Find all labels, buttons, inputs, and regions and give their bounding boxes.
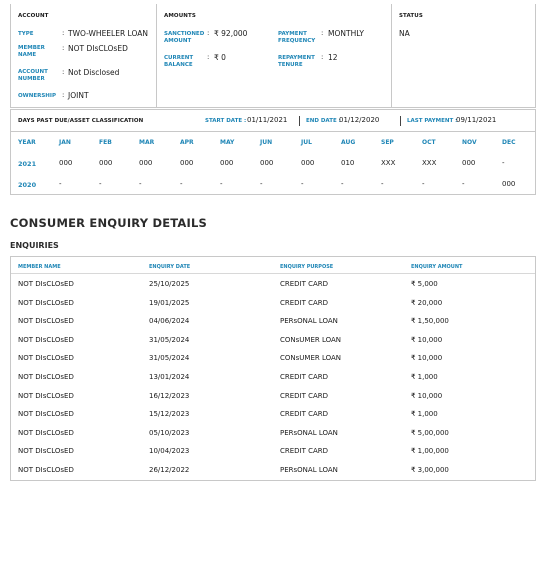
enquiry-amount: ₹ 10,000: [411, 391, 443, 400]
enquiry-amount: ₹ 10,000: [411, 335, 443, 344]
account-number-value: Not Disclosed: [68, 68, 120, 77]
start-date-value: 01/11/2021: [247, 116, 288, 124]
account-number-label-line: NUMBER: [18, 76, 45, 82]
current-balance-label: [164, 55, 193, 69]
enquiry-date-column-header: ENQUIRY DATE: [149, 264, 191, 270]
dpd-cell: XXX: [381, 159, 396, 167]
dpd-year: 2020: [18, 181, 37, 189]
enquiry-amount: ₹ 1,50,000: [411, 317, 449, 326]
dpd-cell: -: [139, 180, 142, 188]
member-name-label-line: MEMBER: [18, 45, 45, 51]
repayment-tenure-label: [278, 55, 315, 69]
dpd-cell: 000: [99, 159, 113, 167]
enquiry-member-name: NOT DIsCLOsED: [18, 317, 74, 326]
colon: :: [62, 44, 65, 52]
enquiry-member-name: NOT DIsCLOsED: [18, 335, 74, 344]
start-date-label: START DATE :: [205, 118, 247, 124]
colon: :: [62, 68, 65, 76]
dpd-cell: -: [59, 180, 62, 188]
dpd-cell: -: [502, 159, 505, 167]
amounts-header: AMOUNTS: [164, 13, 196, 19]
dpd-cell: -: [301, 180, 304, 188]
meta-divider: [299, 116, 300, 126]
enquiry-date: 16/12/2023: [149, 391, 190, 400]
dpd-cell: -: [462, 180, 465, 188]
dpd-cell: -: [99, 180, 102, 188]
dpd-title: DAYS PAST DUE/ASSET CLASSIFICATION: [18, 118, 144, 124]
enquiry-amount: ₹ 5,00,000: [411, 428, 449, 437]
year-column-header: YEAR: [18, 139, 36, 146]
colon: :: [207, 29, 210, 37]
repayment-tenure-label-line: REPAYMENT: [278, 55, 315, 61]
enquiry-purpose: CREDIT CARD: [280, 298, 329, 307]
sanctioned-amount-label: [164, 31, 204, 45]
enquiry-date: 15/12/2023: [149, 410, 190, 419]
enquiry-date: 19/01/2025: [149, 298, 190, 307]
enquiry-member-name: NOT DIsCLOsED: [18, 298, 74, 307]
current-balance-label-line: CURRENT: [164, 55, 194, 61]
enquiry-amount: ₹ 1,000: [411, 410, 438, 419]
enquiry-date: 25/10/2025: [149, 280, 190, 288]
ownership-value: JOINT: [68, 91, 89, 100]
member-name-column-header: MEMBER NAME: [18, 264, 61, 270]
enquiry-date: 05/10/2023: [149, 428, 190, 437]
enquiry-amount: ₹ 1,00,000: [411, 447, 449, 456]
month-header-aug: AUG: [341, 139, 356, 146]
header-divider: [11, 273, 535, 274]
account-header: ACCOUNT: [18, 13, 49, 19]
dpd-cell: -: [180, 180, 183, 188]
dpd-cell: 000: [59, 159, 73, 167]
enquiry-date: 31/05/2024: [149, 335, 190, 344]
enquiry-amount: ₹ 10,000: [411, 354, 443, 363]
enquiry-member-name: NOT DIsCLOsED: [18, 354, 74, 363]
enquiry-purpose: CONsUMER LOAN: [280, 335, 342, 344]
colon: :: [62, 29, 65, 37]
enquiry-date: 26/12/2022: [149, 466, 190, 474]
column-divider: [156, 4, 157, 108]
enquiry-purpose: CREDIT CARD: [280, 410, 329, 419]
end-date-value: 01/12/2020: [339, 116, 380, 124]
last-payment-value: 09/11/2021: [456, 116, 497, 124]
month-header-dec: DEC: [502, 139, 516, 146]
meta-divider: [400, 116, 401, 126]
member-name-label: [18, 45, 45, 59]
enquiry-member-name: NOT DIsCLOsED: [18, 447, 74, 456]
enquiry-purpose: PERsONAL LOAN: [280, 466, 338, 474]
payment-frequency-label-line: PAYMENT: [278, 31, 307, 37]
column-divider: [391, 4, 392, 108]
dpd-header-row: [11, 110, 535, 132]
account-number-label: [18, 69, 48, 83]
enquiry-member-name: NOT DIsCLOsED: [18, 428, 74, 437]
status-value: NA: [399, 29, 410, 38]
colon: :: [62, 91, 65, 99]
month-header-may: MAY: [220, 139, 235, 146]
enquiries-table: [10, 256, 536, 481]
enquiry-purpose: CREDIT CARD: [280, 373, 329, 381]
enquiry-member-name: NOT DIsCLOsED: [18, 391, 74, 400]
month-header-mar: MAR: [139, 139, 155, 146]
enquiry-purpose: CREDIT CARD: [280, 391, 329, 400]
sanctioned-label-line: SANCTIONED: [164, 31, 205, 37]
dpd-cell: 010: [341, 159, 355, 167]
dpd-cell: -: [381, 180, 384, 188]
colon: :: [321, 53, 324, 61]
enquiry-member-name: NOT DIsCLOsED: [18, 410, 74, 419]
dpd-cell: 000: [502, 180, 516, 188]
dpd-cell: -: [422, 180, 425, 188]
enquiry-amount: ₹ 20,000: [411, 298, 443, 307]
payment-frequency-label: [278, 31, 315, 45]
enquiry-member-name: NOT DIsCLOsED: [18, 280, 74, 288]
payment-frequency-label-line: FREQUENCY: [278, 38, 316, 44]
month-header-jul: JUL: [301, 139, 312, 146]
month-header-oct: OCT: [422, 139, 436, 146]
type-value: TWO-WHEELER LOAN: [68, 29, 148, 38]
account-summary-panel: [10, 4, 536, 108]
enquiry-member-name: NOT DIsCLOsED: [18, 373, 74, 381]
account-number-label-line: ACCOUNT: [18, 69, 48, 75]
enquiry-date: 31/05/2024: [149, 354, 190, 363]
enquiry-amount: ₹ 3,00,000: [411, 466, 449, 474]
ownership-label: OWNERSHIP: [18, 93, 56, 99]
enquiry-amount-column-header: ENQUIRY AMOUNT: [411, 264, 463, 270]
enquiry-date: 04/06/2024: [149, 317, 190, 326]
month-header-apr: APR: [180, 139, 194, 146]
enquiry-date: 10/04/2023: [149, 447, 190, 456]
enquiry-purpose: PERsONAL LOAN: [280, 428, 338, 437]
enquiry-purpose-column-header: ENQUIRY PURPOSE: [280, 264, 334, 270]
dpd-year: 2021: [18, 160, 37, 168]
enquiry-purpose: CONsUMER LOAN: [280, 354, 342, 363]
enquiry-amount: ₹ 5,000: [411, 280, 438, 288]
consumer-enquiry-title: CONSUMER ENQUIRY DETAILS: [10, 216, 207, 230]
enquiries-subtitle: ENQUIRIES: [10, 241, 59, 250]
enquiry-purpose: PERsONAL LOAN: [280, 317, 338, 326]
dpd-cell: 000: [220, 159, 234, 167]
days-past-due-panel: [10, 109, 536, 195]
dpd-cell: XXX: [422, 159, 437, 167]
enquiry-amount: ₹ 1,000: [411, 373, 438, 381]
end-date-label: END DATE :: [306, 118, 341, 124]
dpd-cell: -: [260, 180, 263, 188]
sanctioned-label-line: AMOUNT: [164, 38, 192, 44]
enquiry-date: 13/01/2024: [149, 373, 190, 381]
month-header-jun: JUN: [260, 139, 273, 146]
month-header-nov: NOV: [462, 139, 477, 146]
sanctioned-amount-value: ₹ 92,000: [214, 29, 248, 38]
status-header: STATUS: [399, 13, 423, 19]
enquiry-purpose: CREDIT CARD: [280, 447, 329, 456]
member-name-value: NOT DIsCLOsED: [68, 44, 128, 53]
dpd-cell: 000: [180, 159, 194, 167]
payment-frequency-value: MONTHLY: [328, 29, 364, 38]
month-header-jan: JAN: [59, 139, 71, 146]
enquiry-member-name: NOT DIsCLOsED: [18, 466, 74, 474]
dpd-cell: -: [341, 180, 344, 188]
dpd-cell: 000: [462, 159, 476, 167]
dpd-cell: 000: [139, 159, 153, 167]
month-header-sep: SEP: [381, 139, 394, 146]
dpd-cell: -: [220, 180, 223, 188]
current-balance-value: ₹ 0: [214, 53, 226, 62]
colon: :: [321, 29, 324, 37]
repayment-tenure-value: 12: [328, 53, 338, 62]
colon: :: [207, 53, 210, 61]
enquiry-purpose: CREDIT CARD: [280, 280, 329, 288]
repayment-tenure-label-line: TENURE: [278, 62, 303, 68]
type-label: TYPE: [18, 31, 34, 37]
last-payment-label: LAST PAYMENT :: [407, 118, 458, 124]
dpd-cell: 000: [301, 159, 315, 167]
dpd-cell: 000: [260, 159, 274, 167]
month-header-feb: FEB: [99, 139, 112, 146]
member-name-label-line: NAME: [18, 52, 37, 58]
current-balance-label-line: BALANCE: [164, 62, 193, 68]
